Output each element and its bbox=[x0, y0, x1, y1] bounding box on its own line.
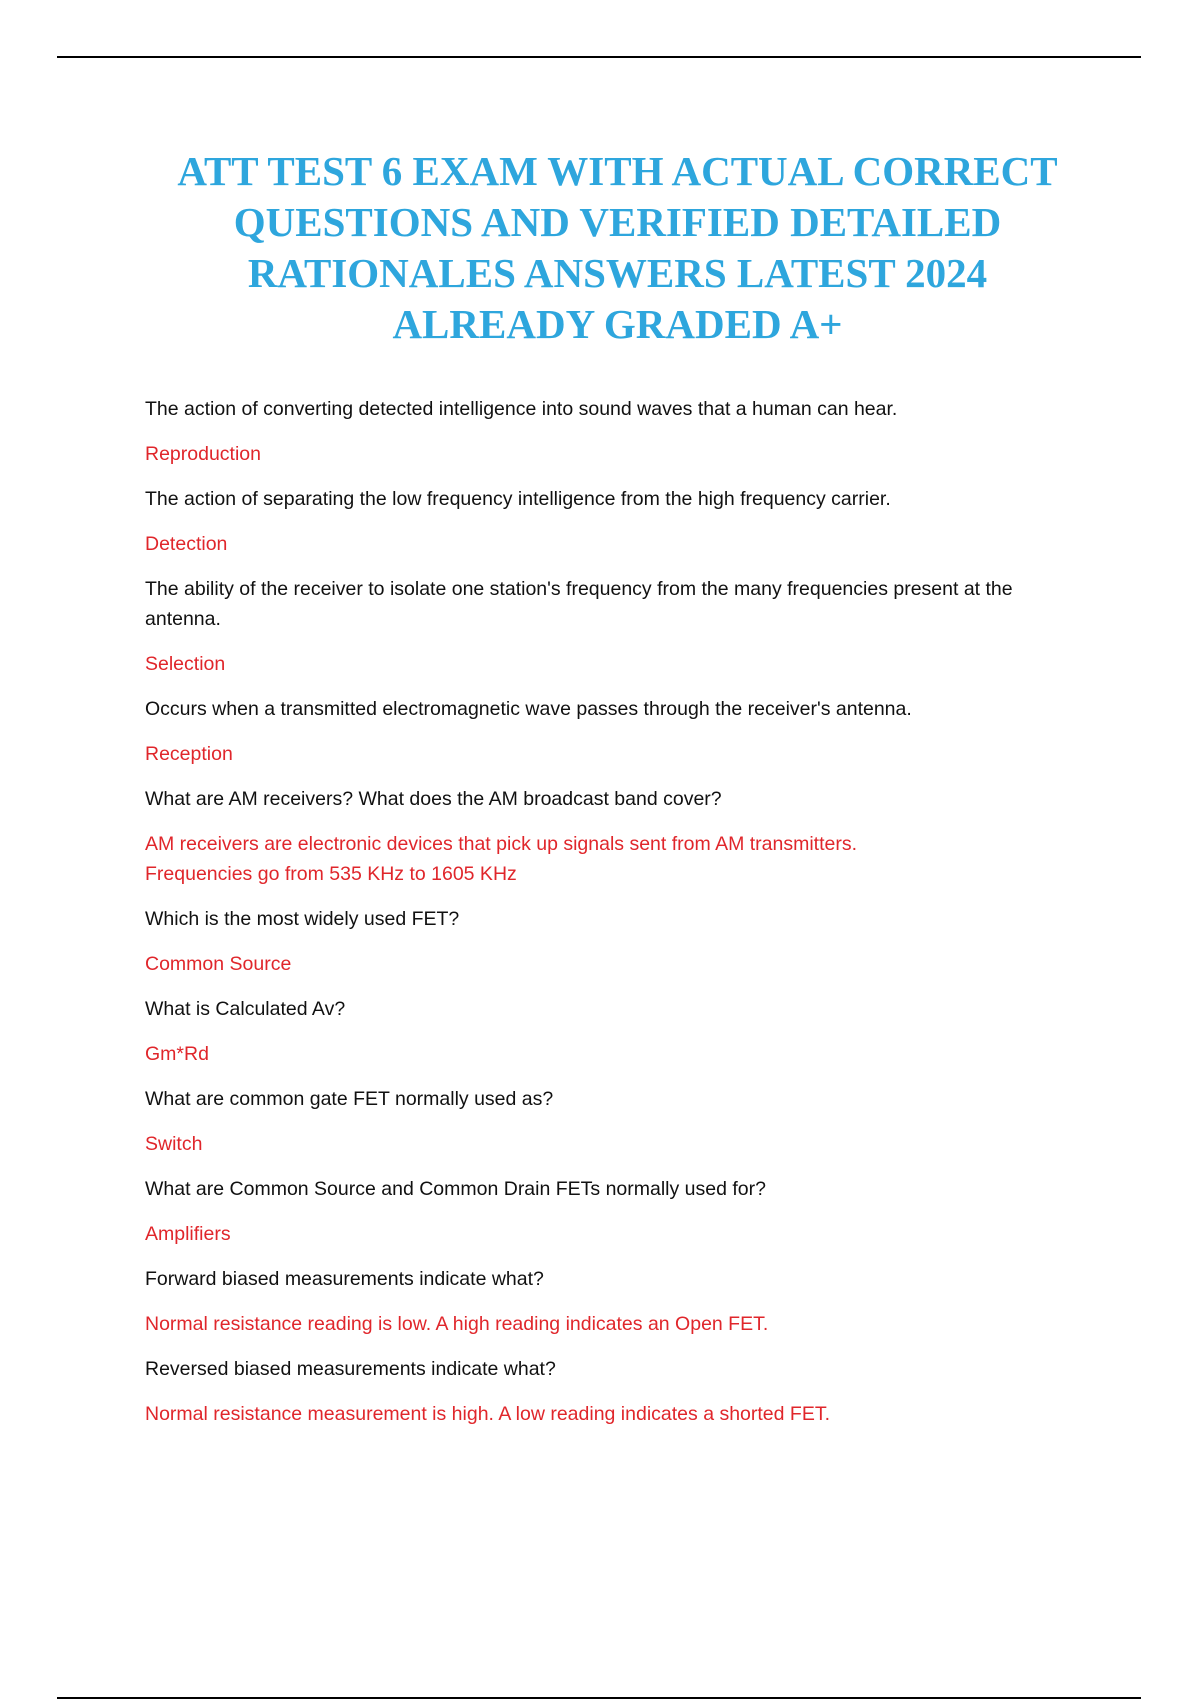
qa-item bbox=[145, 1084, 1085, 1159]
question-text: Which is the most widely used FET? bbox=[145, 908, 460, 930]
qa-item bbox=[145, 484, 1085, 559]
question-text: What are Common Source and Common Drain FETs normally used for? bbox=[145, 1178, 766, 1200]
answer-line: Gm*Rd bbox=[145, 1043, 209, 1065]
answer-text bbox=[145, 739, 1085, 769]
answer-line: Frequencies go from 535 KHz to 1605 KHz bbox=[145, 863, 517, 885]
answer-text bbox=[145, 1309, 1085, 1339]
qa-item bbox=[145, 994, 1085, 1069]
document-title bbox=[120, 146, 1115, 350]
answer-text bbox=[145, 529, 1085, 559]
answer-text bbox=[145, 1399, 1085, 1429]
answer-text bbox=[145, 649, 1085, 679]
qa-item bbox=[145, 1354, 1085, 1429]
question-text: What are common gate FET normally used as? bbox=[145, 1088, 554, 1110]
answer-line: Amplifiers bbox=[145, 1223, 231, 1245]
question-text: Forward biased measurements indicate what? bbox=[145, 1268, 544, 1290]
answer-text bbox=[145, 1039, 1085, 1069]
question-text: What are AM receivers? What does the AM broadcast band cover? bbox=[145, 788, 722, 810]
answer-text bbox=[145, 829, 1085, 889]
answer-text bbox=[145, 1219, 1085, 1249]
question-text: The ability of the receiver to isolate one station's frequency from the many frequencies present at the antenna. bbox=[145, 578, 1013, 630]
answer-line: Detection bbox=[145, 533, 228, 555]
answer-text bbox=[145, 949, 1085, 979]
qa-item bbox=[145, 394, 1085, 469]
answer-text bbox=[145, 1129, 1085, 1159]
answer-line: Common Source bbox=[145, 953, 292, 975]
answer-line: AM receivers are electronic devices that pick up signals sent from AM transmitters. bbox=[145, 833, 858, 855]
question-text: What is Calculated Av? bbox=[145, 998, 346, 1020]
qa-item bbox=[145, 784, 1085, 889]
answer-line: Reception bbox=[145, 743, 233, 765]
qa-item bbox=[145, 694, 1085, 769]
qa-item bbox=[145, 574, 1085, 679]
question-text: The action of separating the low frequency intelligence from the high frequency carrier. bbox=[145, 488, 891, 510]
question-text: Occurs when a transmitted electromagnetic wave passes through the receiver's antenna. bbox=[145, 698, 912, 720]
question-text: Reversed biased measurements indicate what? bbox=[145, 1358, 556, 1380]
answer-text bbox=[145, 439, 1085, 469]
qa-item bbox=[145, 1264, 1085, 1339]
bottom-rule bbox=[57, 1697, 1141, 1699]
question-text: The action of converting detected intelligence into sound waves that a human can hear. bbox=[145, 398, 898, 420]
title-line: ALREADY GRADED A+ bbox=[392, 301, 843, 347]
answer-line: Switch bbox=[145, 1133, 203, 1155]
title-line: RATIONALES ANSWERS LATEST 2024 bbox=[247, 250, 988, 296]
qa-item bbox=[145, 904, 1085, 979]
qa-item bbox=[145, 1174, 1085, 1249]
title-line: QUESTIONS AND VERIFIED DETAILED bbox=[233, 199, 1002, 245]
answer-line: Reproduction bbox=[145, 443, 261, 465]
qa-list bbox=[145, 394, 1085, 1444]
answer-line: Selection bbox=[145, 653, 226, 675]
title-line: ATT TEST 6 EXAM WITH ACTUAL CORRECT bbox=[177, 148, 1058, 194]
answer-line: Normal resistance reading is low. A high reading indicates an Open FET. bbox=[145, 1313, 769, 1335]
answer-line: Normal resistance measurement is high. A low reading indicates a shorted FET. bbox=[145, 1403, 830, 1425]
top-rule bbox=[57, 56, 1141, 58]
